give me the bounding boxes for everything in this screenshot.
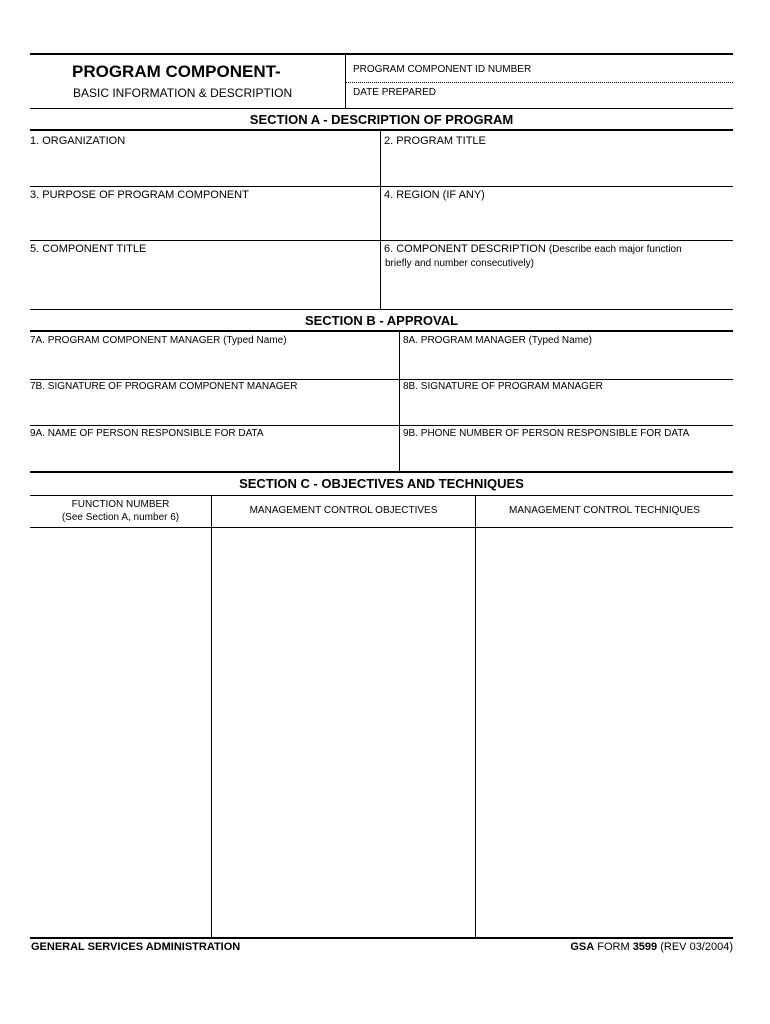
program-manager-label: 8A. PROGRAM MANAGER (Typed Name) (403, 335, 592, 346)
section-a-bottom-line (30, 309, 733, 310)
region-field[interactable] (382, 203, 732, 239)
component-description-note-2: briefly and number consecutively) (385, 258, 534, 269)
date-prepared-label: DATE PREPARED (353, 87, 436, 98)
component-manager-signature-field[interactable] (30, 394, 397, 424)
component-manager-signature-label: 7B. SIGNATURE OF PROGRAM COMPONENT MANAGER (30, 381, 298, 392)
purpose-label: 3. PURPOSE OF PROGRAM COMPONENT (30, 189, 249, 201)
section-c-title: SECTION C - OBJECTIVES AND TECHNIQUES (239, 476, 524, 491)
top-border (30, 53, 733, 55)
program-title-field[interactable] (382, 149, 732, 185)
form-prefix: GSA (570, 941, 595, 953)
responsible-person-field[interactable] (30, 441, 397, 470)
component-description-title: 6. COMPONENT DESCRIPTION (384, 243, 546, 255)
section-b-title: SECTION B - APPROVAL (304, 313, 459, 328)
purpose-field[interactable] (30, 203, 378, 239)
form-id: 3599 (632, 941, 658, 953)
program-title-label: 2. PROGRAM TITLE (384, 135, 486, 147)
component-description-note: (Describe each major function (548, 244, 682, 255)
form-subtitle: BASIC INFORMATION & DESCRIPTION (73, 86, 293, 100)
control-objectives-field[interactable] (212, 528, 474, 936)
section-b-divider (399, 331, 400, 472)
bottom-border (30, 937, 733, 939)
section-a-title: SECTION A - DESCRIPTION OF PROGRAM (249, 112, 514, 127)
section-b-row1-line (30, 379, 733, 380)
control-techniques-field[interactable] (476, 528, 732, 936)
section-b-row2-line (30, 425, 733, 426)
footer-agency: GENERAL SERVICES ADMINISTRATION (31, 941, 241, 953)
function-number-field[interactable] (30, 528, 210, 936)
program-manager-signature-field[interactable] (401, 394, 732, 424)
function-number-subheader: (See Section A, number 6) (61, 512, 180, 523)
section-b-bottom-line (30, 471, 733, 473)
form-revision: (REV 03/2004) (660, 941, 733, 953)
component-title-field[interactable] (30, 257, 378, 307)
organization-label: 1. ORGANIZATION (30, 135, 126, 147)
section-a-row2-line (30, 240, 733, 241)
component-manager-field[interactable] (30, 348, 397, 378)
component-id-field[interactable] (345, 74, 733, 82)
component-id-label: PROGRAM COMPONENT ID NUMBER (353, 64, 532, 75)
section-c-top-line (30, 495, 733, 496)
component-description-label (384, 243, 682, 256)
responsible-phone-field[interactable] (401, 441, 732, 470)
form-word: FORM (597, 941, 630, 953)
component-description-field[interactable] (382, 272, 732, 308)
region-label: 4. REGION (IF ANY) (384, 189, 485, 201)
control-objectives-header: MANAGEMENT CONTROL OBJECTIVES (249, 505, 438, 516)
header-bottom-line (30, 108, 733, 109)
control-techniques-header: MANAGEMENT CONTROL TECHNIQUES (509, 505, 700, 516)
responsible-phone-label: 9B. PHONE NUMBER OF PERSON RESPONSIBLE FOR DATA (403, 428, 690, 439)
program-manager-field[interactable] (401, 348, 732, 378)
form-title: PROGRAM COMPONENT- (72, 62, 281, 81)
section-a-divider (380, 130, 381, 310)
header-dotted-line (345, 82, 733, 83)
date-prepared-field[interactable] (345, 97, 733, 107)
form-number (570, 941, 733, 954)
section-a-row1-line (30, 186, 733, 187)
component-title-label: 5. COMPONENT TITLE (30, 243, 147, 255)
component-manager-label: 7A. PROGRAM COMPONENT MANAGER (Typed Name) (30, 335, 287, 346)
section-b-top-line (30, 330, 733, 332)
program-manager-signature-label: 8B. SIGNATURE OF PROGRAM MANAGER (403, 381, 603, 392)
function-number-header: FUNCTION NUMBER (71, 499, 170, 510)
organization-field[interactable] (30, 149, 378, 185)
section-a-top-line (30, 129, 733, 131)
responsible-person-label: 9A. NAME OF PERSON RESPONSIBLE FOR DATA (30, 428, 264, 439)
